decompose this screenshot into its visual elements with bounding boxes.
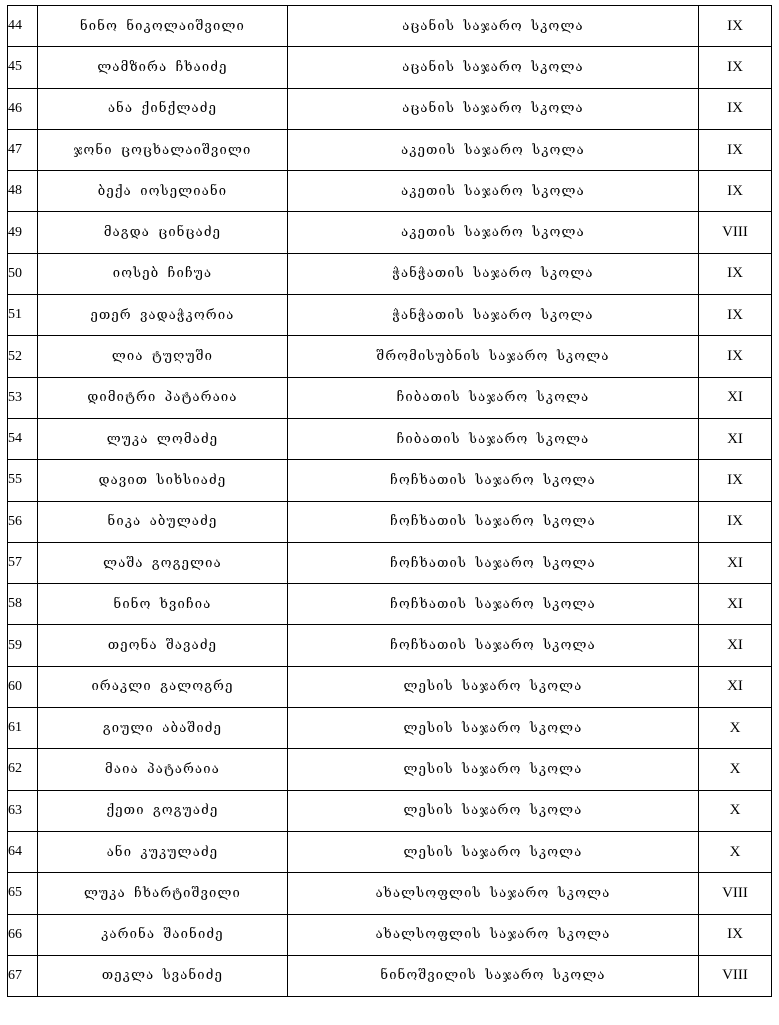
student-name-cell: დიმიტრი პატარაია xyxy=(38,377,288,418)
school-name-cell: აკეთის საჯარო სკოლა xyxy=(288,129,699,170)
school-name-cell: ჩოჩხათის საჯარო სკოლა xyxy=(288,542,699,583)
grade-cell: XI xyxy=(699,584,772,625)
grade-cell: VIII xyxy=(699,873,772,914)
row-number-cell: 47 xyxy=(8,129,38,170)
grade-cell: IX xyxy=(699,88,772,129)
school-name-cell: ჩიბათის საჯარო სკოლა xyxy=(288,377,699,418)
student-name-cell: ლამზირა ჩხაიძე xyxy=(38,47,288,88)
grade-cell: IX xyxy=(699,295,772,336)
grade-cell: IX xyxy=(699,6,772,47)
row-number-cell: 56 xyxy=(8,501,38,542)
student-name-cell: ეთერ ვადაჭკორია xyxy=(38,295,288,336)
grade-cell: X xyxy=(699,831,772,872)
student-name-cell: ჯონი ცოცხალაიშვილი xyxy=(38,129,288,170)
student-name-cell: თეონა შავაძე xyxy=(38,625,288,666)
table-row xyxy=(8,873,772,914)
grade-cell: IX xyxy=(699,336,772,377)
student-name-cell: ქეთი გოგუაძე xyxy=(38,790,288,831)
row-number-cell: 46 xyxy=(8,88,38,129)
grade-cell: XI xyxy=(699,377,772,418)
school-name-cell: ჩოჩხათის საჯარო სკოლა xyxy=(288,460,699,501)
student-name-cell: ანი კუკულაძე xyxy=(38,831,288,872)
table-row xyxy=(8,914,772,955)
grade-cell: IX xyxy=(699,914,772,955)
table-row xyxy=(8,295,772,336)
row-number-cell: 54 xyxy=(8,418,38,459)
school-name-cell: ჭანჭათის საჯარო სკოლა xyxy=(288,295,699,336)
school-name-cell: ახალსოფლის საჯარო სკოლა xyxy=(288,873,699,914)
table-row xyxy=(8,418,772,459)
school-name-cell: შრომისუბნის საჯარო სკოლა xyxy=(288,336,699,377)
table-row xyxy=(8,501,772,542)
school-name-cell: ლესის საჯარო სკოლა xyxy=(288,749,699,790)
student-name-cell: ლია ტუღუში xyxy=(38,336,288,377)
table-row xyxy=(8,88,772,129)
student-name-cell: ნიკა აბულაძე xyxy=(38,501,288,542)
school-name-cell: ჩიბათის საჯარო სკოლა xyxy=(288,418,699,459)
row-number-cell: 61 xyxy=(8,708,38,749)
row-number-cell: 57 xyxy=(8,542,38,583)
student-name-cell: კარინა შაინიძე xyxy=(38,914,288,955)
grade-cell: IX xyxy=(699,253,772,294)
grade-cell: X xyxy=(699,790,772,831)
row-number-cell: 58 xyxy=(8,584,38,625)
grade-cell: VIII xyxy=(699,955,772,996)
school-name-cell: ლესის საჯარო სკოლა xyxy=(288,831,699,872)
row-number-cell: 66 xyxy=(8,914,38,955)
school-name-cell: ჭანჭათის საჯარო სკოლა xyxy=(288,253,699,294)
school-name-cell: აკეთის საჯარო სკოლა xyxy=(288,212,699,253)
row-number-cell: 49 xyxy=(8,212,38,253)
row-number-cell: 50 xyxy=(8,253,38,294)
student-name-cell: ირაკლი გალოგრე xyxy=(38,666,288,707)
school-name-cell: ლესის საჯარო სკოლა xyxy=(288,666,699,707)
school-name-cell: ჩოჩხათის საჯარო სკოლა xyxy=(288,501,699,542)
student-name-cell: მაია პატარაია xyxy=(38,749,288,790)
school-name-cell: ლესის საჯარო სკოლა xyxy=(288,708,699,749)
student-name-cell: ბექა იოსელიანი xyxy=(38,171,288,212)
row-number-cell: 55 xyxy=(8,460,38,501)
table-row xyxy=(8,460,772,501)
table-row xyxy=(8,749,772,790)
table-row xyxy=(8,253,772,294)
table-row xyxy=(8,666,772,707)
student-name-cell: მაგდა ცინცაძე xyxy=(38,212,288,253)
participants-table xyxy=(7,5,772,997)
student-name-cell: იოსებ ჩიჩუა xyxy=(38,253,288,294)
row-number-cell: 63 xyxy=(8,790,38,831)
school-name-cell: ჩოჩხათის საჯარო სკოლა xyxy=(288,584,699,625)
table-row xyxy=(8,171,772,212)
table-row xyxy=(8,542,772,583)
row-number-cell: 51 xyxy=(8,295,38,336)
grade-cell: XI xyxy=(699,542,772,583)
row-number-cell: 67 xyxy=(8,955,38,996)
school-name-cell: ნინოშვილის საჯარო სკოლა xyxy=(288,955,699,996)
table-row xyxy=(8,831,772,872)
table-row xyxy=(8,708,772,749)
row-number-cell: 60 xyxy=(8,666,38,707)
student-name-cell: ლუკა ლომაძე xyxy=(38,418,288,459)
grade-cell: IX xyxy=(699,171,772,212)
school-name-cell: აცანის საჯარო სკოლა xyxy=(288,88,699,129)
student-name-cell: ნინო ნიკოლაიშვილი xyxy=(38,6,288,47)
table-row xyxy=(8,47,772,88)
participants-table-body xyxy=(8,6,772,997)
row-number-cell: 45 xyxy=(8,47,38,88)
table-row xyxy=(8,129,772,170)
grade-cell: VIII xyxy=(699,212,772,253)
row-number-cell: 65 xyxy=(8,873,38,914)
school-name-cell: ჩოჩხათის საჯარო სკოლა xyxy=(288,625,699,666)
grade-cell: IX xyxy=(699,129,772,170)
school-name-cell: ახალსოფლის საჯარო სკოლა xyxy=(288,914,699,955)
school-name-cell: ლესის საჯარო სკოლა xyxy=(288,790,699,831)
table-row xyxy=(8,6,772,47)
grade-cell: XI xyxy=(699,418,772,459)
school-name-cell: აკეთის საჯარო სკოლა xyxy=(288,171,699,212)
student-name-cell: ლუკა ჩხარტიშვილი xyxy=(38,873,288,914)
row-number-cell: 48 xyxy=(8,171,38,212)
row-number-cell: 52 xyxy=(8,336,38,377)
row-number-cell: 64 xyxy=(8,831,38,872)
grade-cell: X xyxy=(699,708,772,749)
grade-cell: XI xyxy=(699,666,772,707)
row-number-cell: 62 xyxy=(8,749,38,790)
grade-cell: IX xyxy=(699,47,772,88)
row-number-cell: 44 xyxy=(8,6,38,47)
row-number-cell: 59 xyxy=(8,625,38,666)
student-name-cell: ანა ქინქლაძე xyxy=(38,88,288,129)
table-row xyxy=(8,625,772,666)
table-row xyxy=(8,336,772,377)
student-name-cell: ლაშა გოგელია xyxy=(38,542,288,583)
grade-cell: X xyxy=(699,749,772,790)
school-name-cell: აცანის საჯარო სკოლა xyxy=(288,47,699,88)
grade-cell: IX xyxy=(699,501,772,542)
student-name-cell: დავით სიხსიაძე xyxy=(38,460,288,501)
student-name-cell: თეკლა სვანიძე xyxy=(38,955,288,996)
student-name-cell: გიული აბაშიძე xyxy=(38,708,288,749)
row-number-cell: 53 xyxy=(8,377,38,418)
table-row xyxy=(8,955,772,996)
grade-cell: XI xyxy=(699,625,772,666)
school-name-cell: აცანის საჯარო სკოლა xyxy=(288,6,699,47)
table-row xyxy=(8,584,772,625)
table-row xyxy=(8,790,772,831)
table-row xyxy=(8,212,772,253)
student-name-cell: ნინო ხვიჩია xyxy=(38,584,288,625)
table-row xyxy=(8,377,772,418)
grade-cell: IX xyxy=(699,460,772,501)
